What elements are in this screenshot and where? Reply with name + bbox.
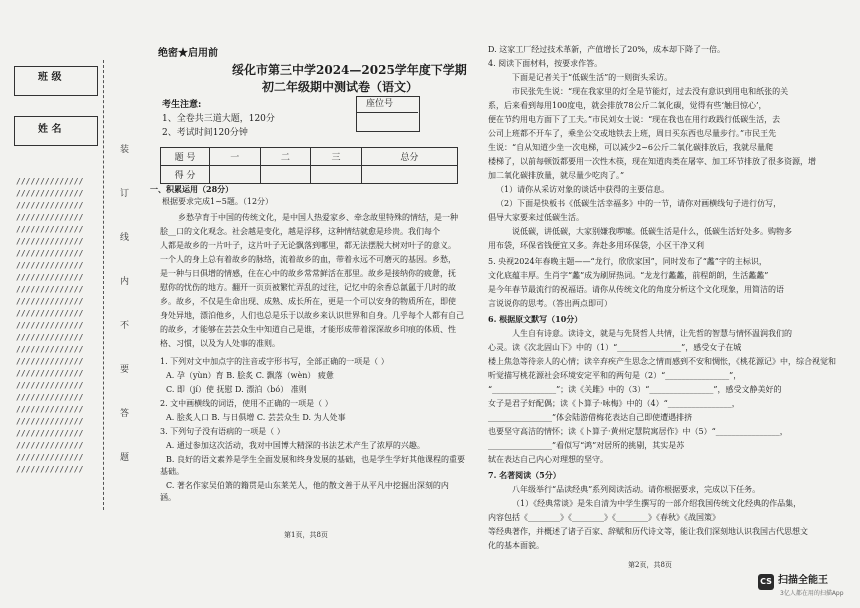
binding-hatch: ////////////// ////////////// ////////////// ////////////// ////////////// ////////////// ////////////// ////////////// ////////////// ////////////// ////////////// ////////////// ////////////// ////////////// ////////////// ////////////// ////////////// ////////////// ////////////// ////////////// ////////////// ////////////// ////////////// ////////////// //////////////: [16, 177, 84, 474]
question-option: 基础。: [160, 467, 184, 476]
binding-char: 装: [120, 145, 130, 155]
passage-line: ________________”看似写“鸿”对居所的挑剔，其实是苏: [488, 441, 685, 450]
binding-char: 不: [120, 321, 130, 331]
name-label: 姓 名: [38, 124, 62, 135]
passage-line: 等经典著作，并概述了诸子百家、辞赋和历代诗文等，能让我们深刻地认识我国古代思想文: [488, 527, 808, 536]
question-option: D. 这家工厂经过技术革新，产值增长了20%，成本却下降了一倍。: [488, 45, 725, 54]
passage-line: 市民张先生说：“现在我家里的灯全是节能灯，过去没有意识到用电和纸张的关: [512, 87, 789, 96]
passage-line: 心灵。读《次北固山下》中的（1）“________________”，感受女子在城: [488, 343, 742, 352]
passage-line: 加二氧化碳排放量，就尽量少吃肉了。”: [488, 171, 625, 180]
scanner-logo-text: CS: [760, 577, 772, 586]
passage-line: 是一种与日俱增的情感，住在心中的故乡常常鲜活在那里。故乡是接纳你的疲惫，抚: [160, 269, 456, 278]
sub-question: 倡导大家要来过低碳生活。: [488, 213, 584, 222]
passage-line: 人生自有诗意。读诗文，就是与先贤哲人共情，让先哲的智慧与情怀温润我们的: [512, 329, 792, 338]
question-option: C. 即（jí）使 抚慰 D. 漂泊（bó） 准则: [166, 385, 307, 394]
passage-line: ________________”体会陆游借梅花表达自己即使遭遇排挤: [488, 413, 693, 422]
passage-line: 听觉描写桃花源社会环境安定平和的两句是（2）“________________”，: [488, 371, 742, 380]
passage-line: 也要坚守高洁的情怀；读《卜算子·黄州定慧院寓居作》中（5）“________________，: [488, 427, 788, 436]
question-option: 涵。: [160, 493, 176, 502]
scanner-app-subtitle: 3亿人都在用的扫描App: [780, 590, 844, 597]
passage-line: 说低碳，讲低碳，大家别嫌我啰嗦。低碳生活是什么，低碳生活好处多。购物多: [512, 227, 792, 236]
binding-char: 答: [120, 409, 130, 419]
passage-line: 女子是君子好配偶；读《卜算子·咏梅》中的（4）“________________，: [488, 399, 740, 408]
notice-title: 考生注意:: [162, 100, 202, 110]
passage-line: 八年级举行“品读经典”系列阅读活动。请你根据要求，完成以下任务。: [512, 485, 761, 494]
question-option: B. 良好的语文素养是学生全面发展和终身发展的基础，也是学生学好其他课程的重要: [166, 455, 465, 464]
question-stem: 5. 央视2024年春晚主题——“龙行，欣欣家国”，同时发布了“蠡”字的主标识，: [488, 257, 767, 266]
page-footer: 第2页，共8页: [628, 561, 672, 569]
instruction: 根据要求完成1~5题。（12分）: [162, 197, 274, 206]
binding-char: 要: [120, 365, 130, 375]
passage-line: 身处异地，漂泊他乡，人们也总是乐于以故乡来认识世界和自身。几乎每个人都有自己: [160, 311, 464, 320]
passage-line: 化的基本面貌。: [488, 541, 544, 550]
passage-line: “________________”；读《关雎》中的（3）“________________”，感受文静美好的: [488, 385, 782, 394]
binding-char: 订: [120, 189, 130, 199]
page-footer: 第1页，共8页: [284, 531, 328, 539]
question-stem: 2. 文中画横线的词语，使用不正确的一项是（ ）: [160, 399, 333, 408]
exam-subtitle: 初二年级期中测试卷（语文）: [262, 80, 419, 94]
score-header: 题 号: [161, 148, 210, 166]
passage-line: 楼上焦急等待亲人的心情；读辛弃疾产生思念之情而感到不安和惆怅，《桃花源记》中，综合视觉和: [488, 357, 836, 366]
binding-char: 题: [120, 453, 130, 463]
score-header: 三: [311, 148, 362, 166]
seat-label: 座位号: [366, 99, 394, 109]
passage-line: 人都是故乡的一片叶子，这片叶子无论飘落到哪里，都无法摆脱大树对叶子的意义。: [160, 241, 456, 250]
passage-line: 脍__口的文化观念。社会越是变化，越是浮移，这种情结就愈是珍贵。我们每个: [160, 227, 440, 236]
passage-line: 一个人的身上总有着故乡的脉络，流着故乡的血，带着永远不可磨灭的基因。乡愁，: [160, 255, 456, 264]
question-option: C. 著名作家吴伯箫的籍贯是山东莱芜人，他的散文善于从平凡中挖掘出深刻的内: [166, 481, 449, 490]
secret-mark: 绝密★启用前: [158, 48, 218, 59]
score-cell[interactable]: [210, 166, 261, 184]
passage-line: 格、习惯，以及为人处事的准则。: [160, 339, 280, 348]
passage-line: 慰你的忧伤的地方。翻开一页页被繁忙弄乱的过往，记忆中的余香总氤氲于几时的故: [160, 283, 456, 292]
binding-line: [103, 60, 104, 510]
score-header: 总分: [361, 148, 457, 166]
binding-char: 线: [120, 233, 130, 243]
passage-line: 轼在表达自己内心对理想的坚守。: [488, 455, 608, 464]
passage-line: 言说说你的思考。（答出两点即可）: [488, 299, 612, 308]
class-label: 班 级: [38, 72, 62, 83]
score-table: [160, 147, 458, 184]
question-stem: 3. 下列句子没有语病的一项是（ ）: [160, 427, 285, 436]
score-cell[interactable]: [311, 166, 362, 184]
score-cell[interactable]: [260, 166, 311, 184]
question-stem: 1. 下列对文中加点字的注音或字形书写，全部正确的一项是（ ）: [160, 357, 389, 366]
scanner-logo-icon: [758, 574, 774, 590]
question-stem: 7. 名著阅读（5分）: [488, 470, 561, 480]
question-option: A. 脍炙人口 B. 与日俱增 C. 芸芸众生 D. 为人处事: [166, 413, 346, 422]
question-option: A. 通过参加这次活动，我对中国博大精深的书法艺术产生了浓厚的兴趣。: [166, 441, 425, 450]
score-label: 得 分: [161, 166, 210, 184]
sub-question: （1）请你从采访对象的谈话中获得的主要信息。: [496, 185, 670, 194]
notice-item: 2、考试时间120分钟: [162, 128, 248, 138]
passage-line: 下面是记者关于“低碳生活”的一则街头采访。: [512, 73, 673, 82]
section-heading: 一、积累运用（28分）: [150, 184, 234, 194]
binding-char: 内: [120, 277, 130, 287]
passage-line: 乡愁孕育于中国的传统文化，是中国人热爱家乡、牵念故里特殊的情结，是一种: [178, 213, 458, 222]
passage-line: 用布袋，环保省钱便宜又多。奔赴多用环保袋，小区干净又利: [488, 241, 704, 250]
notice-item: 1、全卷共三道大题，120分: [162, 114, 275, 124]
sub-question: （2）下面是快板书《低碳生活幸福多》中的一节，请你对画横线句子进行仿写，: [496, 199, 782, 208]
passage-line: 系，后来看到每用100度电，就会排放78公斤二氧化碳，觉得有些‘触目惊心’，: [488, 101, 767, 110]
question-stem: 4. 阅读下面材料，按要求作答。: [488, 59, 603, 68]
question-option: A. 孕（yùn）育 B. 脍炙 C. 飘落（wèn） 疲惫: [166, 371, 334, 380]
passage-line: 是今年春节最流行的祝福语。请你从传统文化的角度分析这个文化现象，用简洁的语: [488, 285, 784, 294]
passage-line: 乡。故乡，不仅是生命出现、成熟、成长所在，更是一个可以安身的物质所在，即使: [160, 297, 456, 306]
score-header: 一: [210, 148, 261, 166]
passage-line: 便在节约用电方面下了工夫。”市民刘女士说：“现在我也在用行政践行低碳生活，去: [488, 115, 781, 124]
passage-line: 楼梯了，以前每顿饭都要用一次性木筷，现在知道肉类在屠宰、加工环节排放了很多资源，增: [488, 157, 816, 166]
sub-question: （1）《经典常谈》是朱自清为中学生撰写的一部介绍我国传统文化经典的作品集，: [512, 499, 802, 508]
question-stem: 6. 根据原文默写（10分）: [488, 314, 583, 324]
passage-line: 的故乡，才能够在芸芸众生中知道自己是谁，才能形成带着深深故乡印痕的体质、性: [160, 325, 456, 334]
passage-line: 文化底蕴丰厚。生肖字“蠡”成为刷屏热词。“龙龙行蠡蠡，前程朗朗，生活蠡蠡”: [488, 271, 769, 280]
score-header: 二: [260, 148, 311, 166]
scanner-app-title: 扫描全能王: [778, 575, 828, 586]
passage-line: 生说：“自从知道少坐一次电梯，可以减少2~6公斤二氧化碳排放后，我就尽量爬: [488, 143, 773, 152]
exam-title: 绥化市第三中学2024—2025学年度下学期: [232, 63, 467, 77]
score-cell[interactable]: [361, 166, 457, 184]
passage-line: 公司上班都不开车了，乘坐公交或地铁去上班，周日买东西也尽量步行。”市民王先: [488, 129, 777, 138]
passage-line: 内容包括《________》《________》《________》《春秋》《战国策》: [488, 513, 720, 522]
